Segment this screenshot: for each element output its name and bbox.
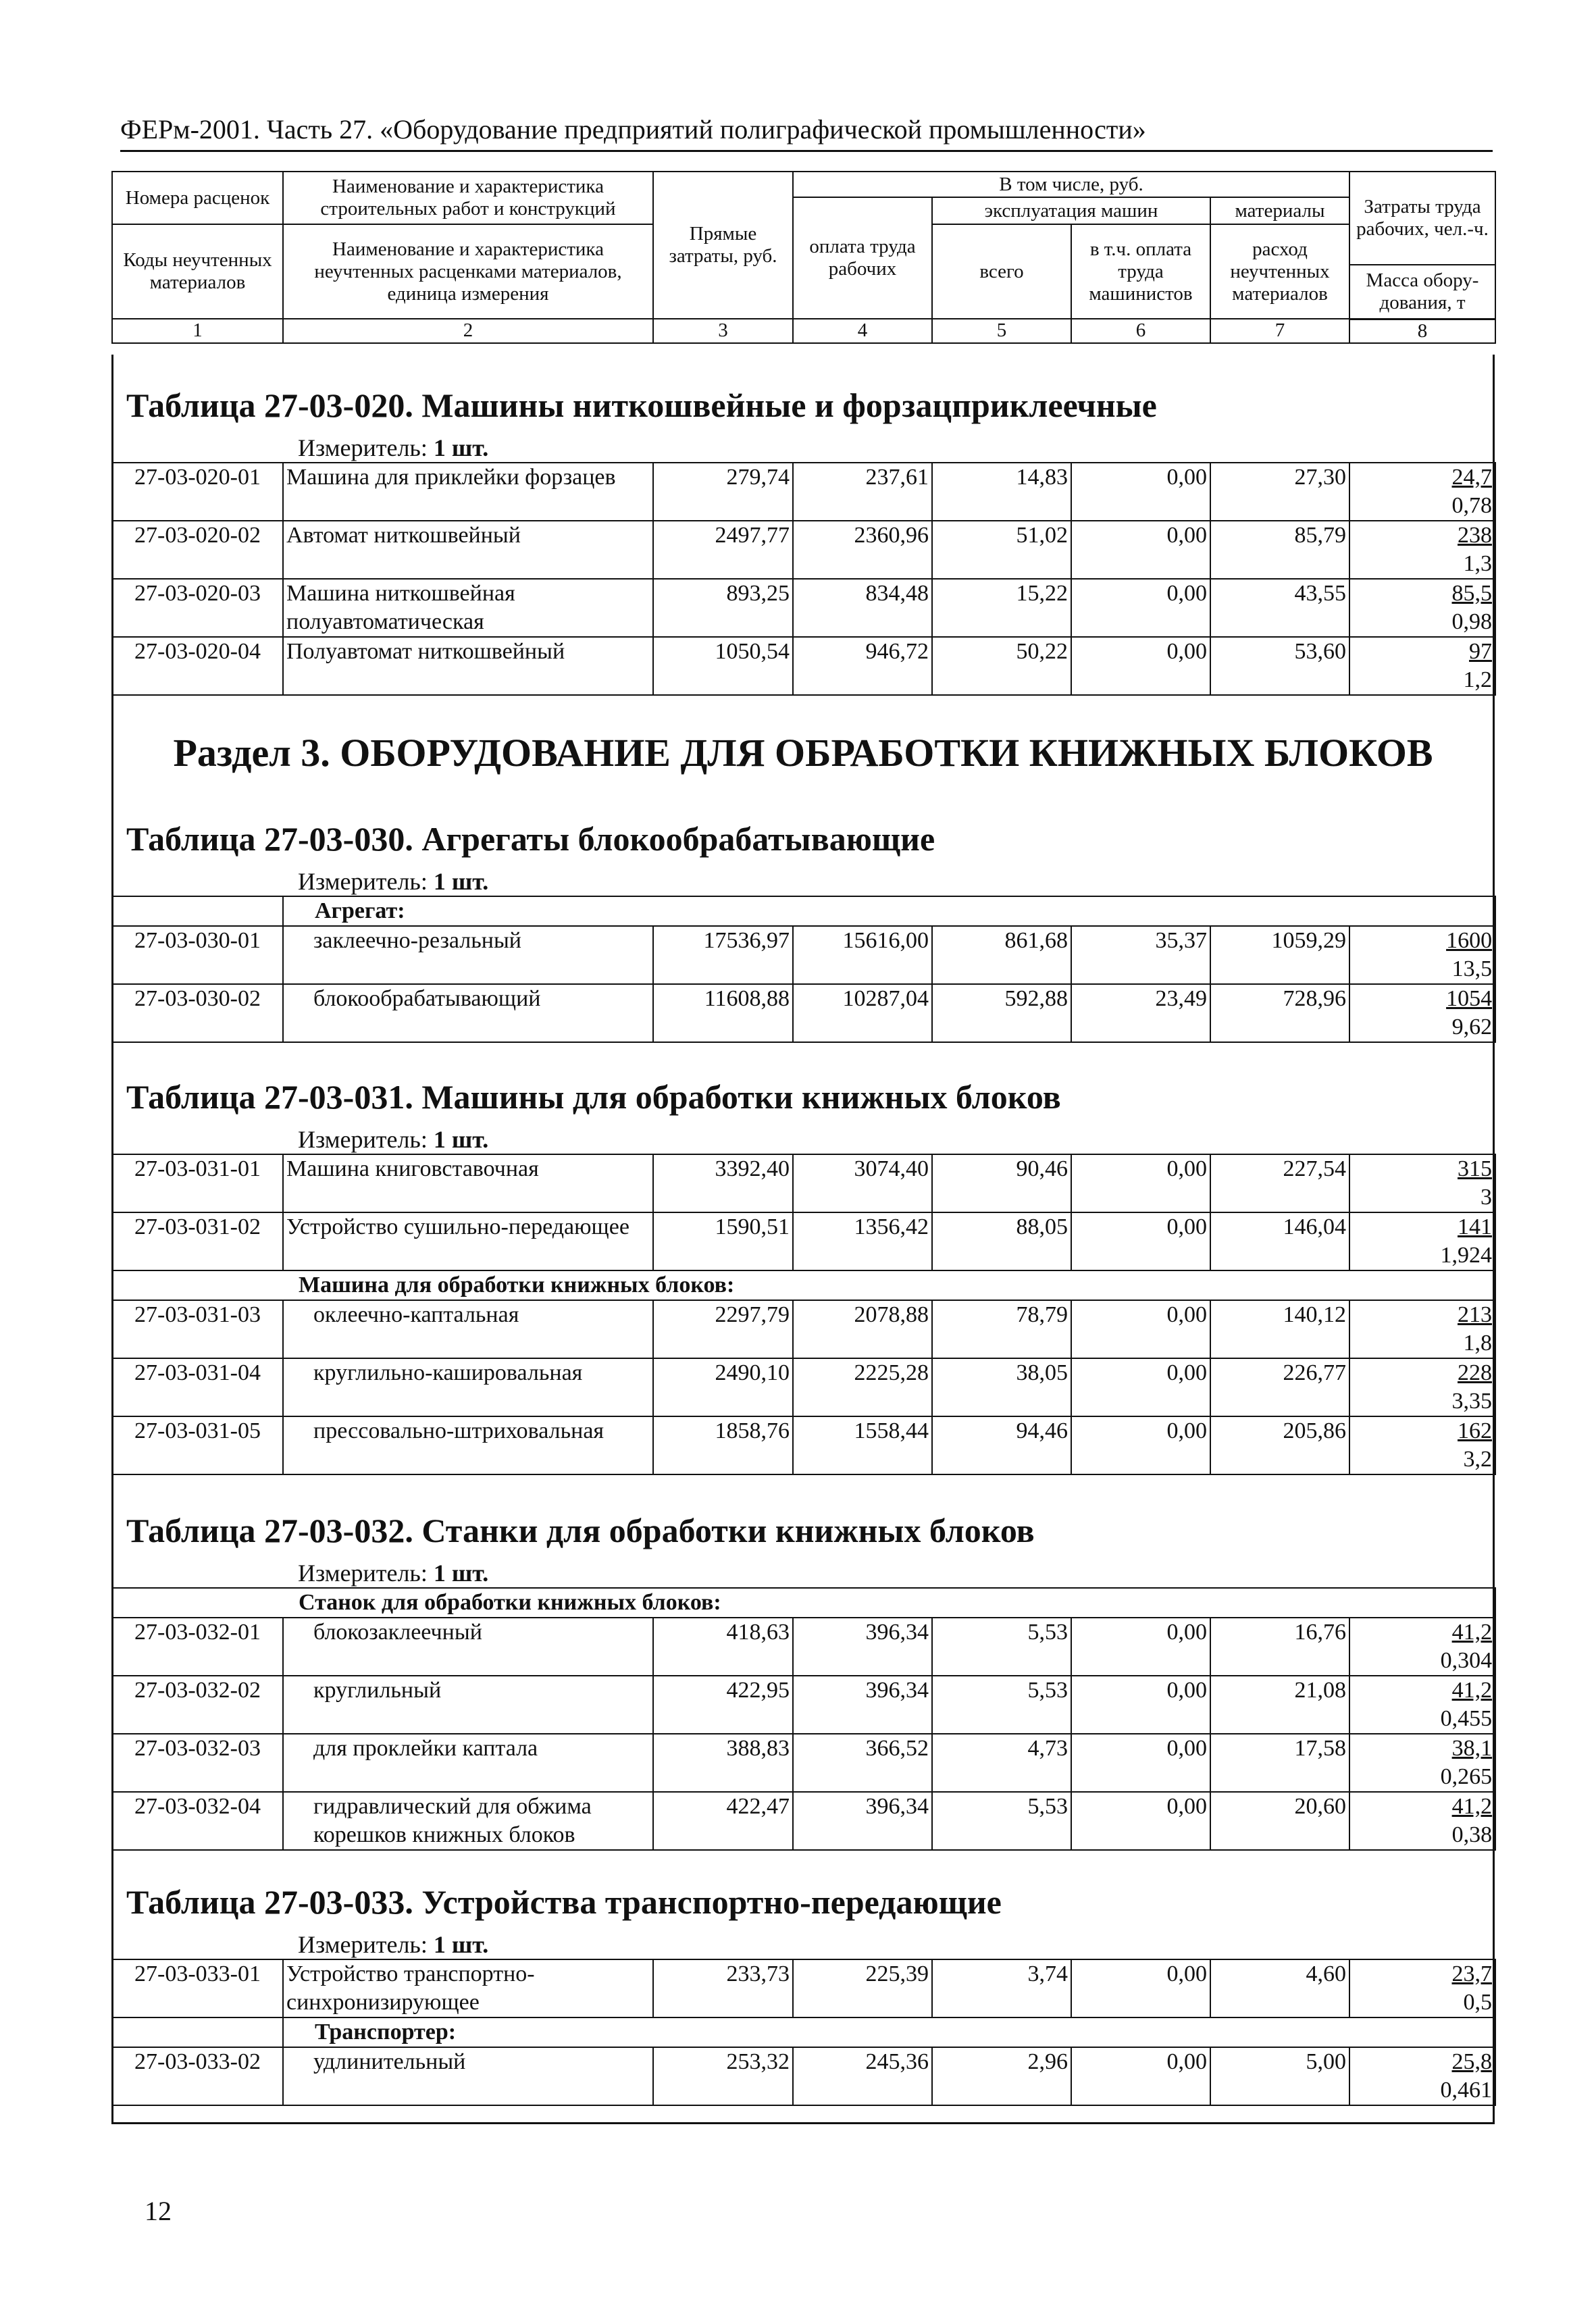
- unit-line: [111, 1930, 1495, 1959]
- col-number: 2: [283, 319, 653, 343]
- work-name: заклеечно-резальный: [283, 926, 653, 984]
- col-number: 8: [1349, 319, 1495, 343]
- material-cost: 4,60: [1210, 1959, 1349, 2017]
- equipment-mass: 1,3: [1463, 551, 1492, 576]
- unit-label: Измеритель:: [298, 1560, 428, 1587]
- equipment-mass: 3,2: [1463, 1447, 1492, 1472]
- labor-hours: 41,2: [1451, 1678, 1493, 1703]
- col5-header: всего: [932, 224, 1071, 319]
- material-cost: 20,60: [1210, 1792, 1349, 1850]
- direct-cost: 1050,54: [653, 637, 793, 695]
- labor-hours-and-mass: [1349, 1416, 1495, 1474]
- table-row: [112, 1358, 1495, 1416]
- unit-value: 1 шт.: [433, 1931, 489, 1958]
- labor-hours-and-mass: [1349, 521, 1495, 579]
- work-name: гидравлический для обжима корешков книжных блоков: [283, 1792, 653, 1850]
- work-name: Устройство сушильно-передающее: [283, 1212, 653, 1270]
- direct-cost: 1858,76: [653, 1416, 793, 1474]
- machinist-wage: 0,00: [1071, 1300, 1210, 1358]
- labor-wage: 834,48: [793, 579, 932, 637]
- equipment-mass: 1,8: [1463, 1331, 1492, 1356]
- equipment-mass: 0,98: [1451, 609, 1492, 634]
- col-number: 3: [653, 319, 793, 343]
- group-header: В том числе, руб.: [793, 172, 1349, 197]
- labor-hours-and-mass: [1349, 1358, 1495, 1416]
- labor-hours-and-mass: [1349, 579, 1495, 637]
- table-title: Таблица 27-03-032. Станки для обработки книжных блоков: [126, 1512, 1035, 1549]
- machine-total: 2,96: [932, 2047, 1071, 2105]
- table-row: [112, 521, 1495, 579]
- labor-hours: 41,2: [1451, 1794, 1493, 1819]
- machinist-wage: 0,00: [1071, 1618, 1210, 1676]
- machine-total: 78,79: [932, 1300, 1071, 1358]
- work-name: прессовально-штриховальная: [283, 1416, 653, 1474]
- labor-wage: 396,34: [793, 1676, 932, 1734]
- labor-hours: 213: [1458, 1302, 1492, 1327]
- labor-hours-and-mass: [1349, 1154, 1495, 1212]
- labor-hours-and-mass: [1349, 1959, 1495, 2017]
- labor-hours: 24,7: [1451, 465, 1492, 490]
- equipment-mass: 0,38: [1451, 1822, 1493, 1847]
- machine-total: 5,53: [932, 1792, 1071, 1850]
- machine-total: 14,83: [932, 463, 1071, 521]
- table-row: [112, 1618, 1495, 1676]
- col-number: 4: [793, 319, 932, 343]
- table-27-03-020: [111, 385, 1495, 696]
- unit-value: 1 шт.: [433, 1126, 489, 1153]
- unit-label: Измеритель:: [298, 434, 428, 461]
- table-27-03-032: [111, 1510, 1495, 1851]
- table-27-03-030: [111, 819, 1495, 1043]
- direct-cost: 279,74: [653, 463, 793, 521]
- rate-code: 27-03-031-01: [112, 1154, 283, 1212]
- machinist-wage: 0,00: [1071, 1959, 1210, 2017]
- col2-top-header: Наименование и характеристика строительных работ и конструкций: [283, 172, 653, 224]
- material-cost: 146,04: [1210, 1212, 1349, 1270]
- machine-total: 592,88: [932, 984, 1071, 1042]
- rate-code: 27-03-030-01: [112, 926, 283, 984]
- direct-cost: 422,47: [653, 1792, 793, 1850]
- table-title: Таблица 27-03-033. Устройства транспортно-передающие: [126, 1883, 1002, 1921]
- labor-hours: 97: [1469, 639, 1492, 664]
- col-number: 1: [112, 319, 283, 343]
- direct-cost: 388,83: [653, 1734, 793, 1792]
- machine-total: 861,68: [932, 926, 1071, 984]
- labor-wage: 1356,42: [793, 1212, 932, 1270]
- rate-code: 27-03-033-02: [112, 2047, 283, 2105]
- table-row: [112, 579, 1495, 637]
- material-cost: 728,96: [1210, 984, 1349, 1042]
- rate-code: 27-03-030-02: [112, 984, 283, 1042]
- material-cost: 16,76: [1210, 1618, 1349, 1676]
- unit-label: Измеритель:: [298, 1126, 428, 1153]
- rate-code: 27-03-032-02: [112, 1676, 283, 1734]
- machinist-wage: 0,00: [1071, 1212, 1210, 1270]
- machines-header: эксплуатация машин: [932, 197, 1210, 224]
- direct-cost: 1590,51: [653, 1212, 793, 1270]
- labor-wage: 245,36: [793, 2047, 932, 2105]
- equipment-mass: 0,461: [1440, 2078, 1492, 2103]
- material-cost: 43,55: [1210, 579, 1349, 637]
- machine-total: 38,05: [932, 1358, 1071, 1416]
- group-label: Транспортер:: [283, 2017, 1495, 2047]
- machine-total: 3,74: [932, 1959, 1071, 2017]
- rates-table: [111, 462, 1496, 696]
- machine-total: 5,53: [932, 1618, 1071, 1676]
- table-row: [112, 1416, 1495, 1474]
- rate-code: 27-03-032-01: [112, 1618, 283, 1676]
- rates-table: [111, 896, 1496, 1043]
- col2-bottom-header: Наименование и характеристика неучтенных расценками материалов, единица измерения: [283, 224, 653, 319]
- column-header-table: [111, 171, 1496, 344]
- equipment-mass: 0,5: [1463, 1990, 1492, 2015]
- direct-cost: 11608,88: [653, 984, 793, 1042]
- table-row: [112, 2047, 1495, 2105]
- material-cost: 17,58: [1210, 1734, 1349, 1792]
- work-name: для проклейки каптала: [283, 1734, 653, 1792]
- labor-hours: 315: [1458, 1156, 1492, 1181]
- table-row: [112, 984, 1495, 1042]
- page-number: 12: [145, 2196, 172, 2226]
- labor-hours: 25,8: [1451, 2049, 1492, 2074]
- material-cost: 226,77: [1210, 1358, 1349, 1416]
- direct-cost: 2490,10: [653, 1358, 793, 1416]
- labor-hours: 238: [1458, 523, 1492, 548]
- section-title: Раздел 3. ОБОРУДОВАНИЕ ДЛЯ ОБРАБОТКИ КНИЖНЫХ БЛОКОВ: [173, 731, 1433, 775]
- equipment-mass: 3: [1481, 1185, 1492, 1210]
- col-number: 5: [932, 319, 1071, 343]
- work-name: круглильный: [283, 1676, 653, 1734]
- group-label: Станок для обработки книжных блоков:: [112, 1588, 1495, 1618]
- material-cost: 21,08: [1210, 1676, 1349, 1734]
- rates-table: [111, 1959, 1496, 2106]
- rates-table: [111, 1154, 1496, 1475]
- group-label: Агрегат:: [283, 896, 1495, 926]
- unit-line: [111, 434, 1495, 462]
- labor-wage: 2225,28: [793, 1358, 932, 1416]
- machine-total: 94,46: [932, 1416, 1071, 1474]
- table-row: [112, 1959, 1495, 2017]
- work-name: Устройство транспортно-синхронизирующее: [283, 1959, 653, 2017]
- rate-code: 27-03-020-03: [112, 579, 283, 637]
- machinist-wage: 23,49: [1071, 984, 1210, 1042]
- work-name: Машина для приклейки форзацев: [283, 463, 653, 521]
- machine-total: 51,02: [932, 521, 1071, 579]
- rate-code: 27-03-031-03: [112, 1300, 283, 1358]
- table-row: [112, 1734, 1495, 1792]
- col-number: 7: [1210, 319, 1349, 343]
- rate-code: 27-03-033-01: [112, 1959, 283, 2017]
- machinist-wage: 0,00: [1071, 579, 1210, 637]
- equipment-mass: 1,924: [1440, 1243, 1492, 1268]
- rate-code: 27-03-031-02: [112, 1212, 283, 1270]
- rate-code: 27-03-020-04: [112, 637, 283, 695]
- labor-wage: 2360,96: [793, 521, 932, 579]
- material-cost: 227,54: [1210, 1154, 1349, 1212]
- unit-value: 1 шт.: [433, 868, 489, 895]
- table-title: Таблица 27-03-031. Машины для обработки книжных блоков: [126, 1078, 1061, 1116]
- table-row: [112, 926, 1495, 984]
- machinist-wage: 0,00: [1071, 1358, 1210, 1416]
- col8-bottom-header: Масса обору-дования, т: [1349, 265, 1495, 319]
- direct-cost: 17536,97: [653, 926, 793, 984]
- work-name: Машина книговставочная: [283, 1154, 653, 1212]
- machinist-wage: 0,00: [1071, 463, 1210, 521]
- group-label: Машина для обработки книжных блоков:: [112, 1270, 1495, 1300]
- machinist-wage: 35,37: [1071, 926, 1210, 984]
- machinist-wage: 0,00: [1071, 1792, 1210, 1850]
- material-cost: 27,30: [1210, 463, 1349, 521]
- table-row: [112, 1212, 1495, 1270]
- labor-hours-and-mass: [1349, 2047, 1495, 2105]
- material-cost: 205,86: [1210, 1416, 1349, 1474]
- labor-wage: 2078,88: [793, 1300, 932, 1358]
- labor-hours-and-mass: [1349, 1618, 1495, 1676]
- materials-header: материалы: [1210, 197, 1349, 224]
- col1-bottom-header: Коды неучтенных материалов: [112, 224, 283, 319]
- table-row: [112, 1154, 1495, 1212]
- direct-cost: 2297,79: [653, 1300, 793, 1358]
- labor-wage: 15616,00: [793, 926, 932, 984]
- equipment-mass: 0,304: [1440, 1648, 1493, 1673]
- equipment-mass: 13,5: [1451, 956, 1493, 981]
- labor-wage: 396,34: [793, 1618, 932, 1676]
- machine-total: 15,22: [932, 579, 1071, 637]
- table-27-03-031: [111, 1077, 1495, 1475]
- table-row: [112, 1792, 1495, 1850]
- equipment-mass: 9,62: [1451, 1014, 1493, 1039]
- table-title: Таблица 27-03-020. Машины ниткошвейные и форзацприклеечные: [126, 386, 1157, 424]
- equipment-mass: 0,265: [1440, 1764, 1493, 1789]
- col4-header: оплата труда рабочих: [793, 197, 932, 319]
- unit-value: 1 шт.: [433, 1560, 489, 1587]
- unit-label: Измеритель:: [298, 1931, 428, 1958]
- col-number: 6: [1071, 319, 1210, 343]
- machinist-wage: 0,00: [1071, 1154, 1210, 1212]
- labor-hours-and-mass: [1349, 1676, 1495, 1734]
- direct-cost: 2497,77: [653, 521, 793, 579]
- material-cost: 85,79: [1210, 521, 1349, 579]
- labor-wage: 237,61: [793, 463, 932, 521]
- equipment-mass: 0,78: [1451, 493, 1492, 518]
- work-name: блокообрабатывающий: [283, 984, 653, 1042]
- unit-label: Измеритель:: [298, 868, 428, 895]
- material-cost: 5,00: [1210, 2047, 1349, 2105]
- labor-hours: 1600: [1446, 928, 1493, 953]
- rates-table: [111, 1587, 1496, 1851]
- labor-hours-and-mass: [1349, 1300, 1495, 1358]
- rate-code: 27-03-032-04: [112, 1792, 283, 1850]
- machine-total: 90,46: [932, 1154, 1071, 1212]
- unit-line: [111, 867, 1495, 896]
- labor-hours-and-mass: [1349, 1734, 1495, 1792]
- labor-wage: 946,72: [793, 637, 932, 695]
- labor-hours-and-mass: [1349, 984, 1495, 1042]
- table-27-03-033: [111, 1882, 1495, 2106]
- rate-code: 27-03-020-01: [112, 463, 283, 521]
- machine-total: 4,73: [932, 1734, 1071, 1792]
- work-name: оклеечно-каптальная: [283, 1300, 653, 1358]
- labor-hours-and-mass: [1349, 1212, 1495, 1270]
- material-cost: 53,60: [1210, 637, 1349, 695]
- direct-cost: 3392,40: [653, 1154, 793, 1212]
- col3-header: Прямые затраты, руб.: [653, 172, 793, 319]
- machine-total: 88,05: [932, 1212, 1071, 1270]
- direct-cost: 233,73: [653, 1959, 793, 2017]
- machinist-wage: 0,00: [1071, 2047, 1210, 2105]
- rate-code: 27-03-031-04: [112, 1358, 283, 1416]
- col1-top-header: Номера расценок: [112, 172, 283, 224]
- labor-hours: 23,7: [1451, 1961, 1492, 1986]
- labor-hours: 228: [1458, 1360, 1492, 1385]
- labor-wage: 225,39: [793, 1959, 932, 2017]
- machine-total: 50,22: [932, 637, 1071, 695]
- table-title: Таблица 27-03-030. Агрегаты блокообрабатывающие: [126, 820, 935, 858]
- col6-header: в т.ч. оплата труда машинистов: [1071, 224, 1210, 319]
- labor-hours: 141: [1458, 1214, 1492, 1239]
- material-cost: 140,12: [1210, 1300, 1349, 1358]
- labor-hours: 162: [1458, 1418, 1492, 1443]
- rate-code: 27-03-032-03: [112, 1734, 283, 1792]
- unit-line: [111, 1559, 1495, 1587]
- rate-code: 27-03-031-05: [112, 1416, 283, 1474]
- labor-hours: 38,1: [1451, 1736, 1493, 1761]
- machine-total: 5,53: [932, 1676, 1071, 1734]
- col7-header: расход неучтенных материалов: [1210, 224, 1349, 319]
- equipment-mass: 3,35: [1451, 1389, 1492, 1414]
- work-name: Машина ниткошвейная полуавтоматическая: [283, 579, 653, 637]
- equipment-mass: 0,455: [1440, 1706, 1493, 1731]
- equipment-mass: 1,2: [1463, 667, 1492, 692]
- labor-hours-and-mass: [1349, 926, 1495, 984]
- table-row: [112, 463, 1495, 521]
- machinist-wage: 0,00: [1071, 1734, 1210, 1792]
- table-row: [112, 1300, 1495, 1358]
- work-name: блокозаклеечный: [283, 1618, 653, 1676]
- unit-value: 1 шт.: [433, 434, 489, 461]
- labor-hours: 1054: [1446, 986, 1493, 1011]
- labor-wage: 10287,04: [793, 984, 932, 1042]
- machinist-wage: 0,00: [1071, 1676, 1210, 1734]
- group-code-cell: [112, 896, 283, 926]
- labor-hours-and-mass: [1349, 1792, 1495, 1850]
- direct-cost: 418,63: [653, 1618, 793, 1676]
- work-name: Полуавтомат ниткошвейный: [283, 637, 653, 695]
- machinist-wage: 0,00: [1071, 637, 1210, 695]
- work-name: Автомат ниткошвейный: [283, 521, 653, 579]
- labor-wage: 396,34: [793, 1792, 932, 1850]
- material-cost: 1059,29: [1210, 926, 1349, 984]
- machinist-wage: 0,00: [1071, 521, 1210, 579]
- col8-top-header: Затраты труда рабочих, чел.-ч.: [1349, 172, 1495, 265]
- table-row: [112, 1676, 1495, 1734]
- rate-code: 27-03-020-02: [112, 521, 283, 579]
- running-header: ФЕРм-2001. Часть 27. «Оборудование предприятий полиграфической промышленности»: [120, 113, 1493, 152]
- labor-wage: 366,52: [793, 1734, 932, 1792]
- group-code-cell: [112, 2017, 283, 2047]
- direct-cost: 422,95: [653, 1676, 793, 1734]
- direct-cost: 253,32: [653, 2047, 793, 2105]
- work-name: круглильно-кашировальная: [283, 1358, 653, 1416]
- labor-wage: 3074,40: [793, 1154, 932, 1212]
- labor-hours: 41,2: [1451, 1620, 1493, 1645]
- labor-hours-and-mass: [1349, 637, 1495, 695]
- direct-cost: 893,25: [653, 579, 793, 637]
- labor-hours-and-mass: [1349, 463, 1495, 521]
- machinist-wage: 0,00: [1071, 1416, 1210, 1474]
- work-name: удлинительный: [283, 2047, 653, 2105]
- labor-hours: 85,5: [1451, 581, 1492, 606]
- labor-wage: 1558,44: [793, 1416, 932, 1474]
- unit-line: [111, 1125, 1495, 1154]
- table-row: [112, 637, 1495, 695]
